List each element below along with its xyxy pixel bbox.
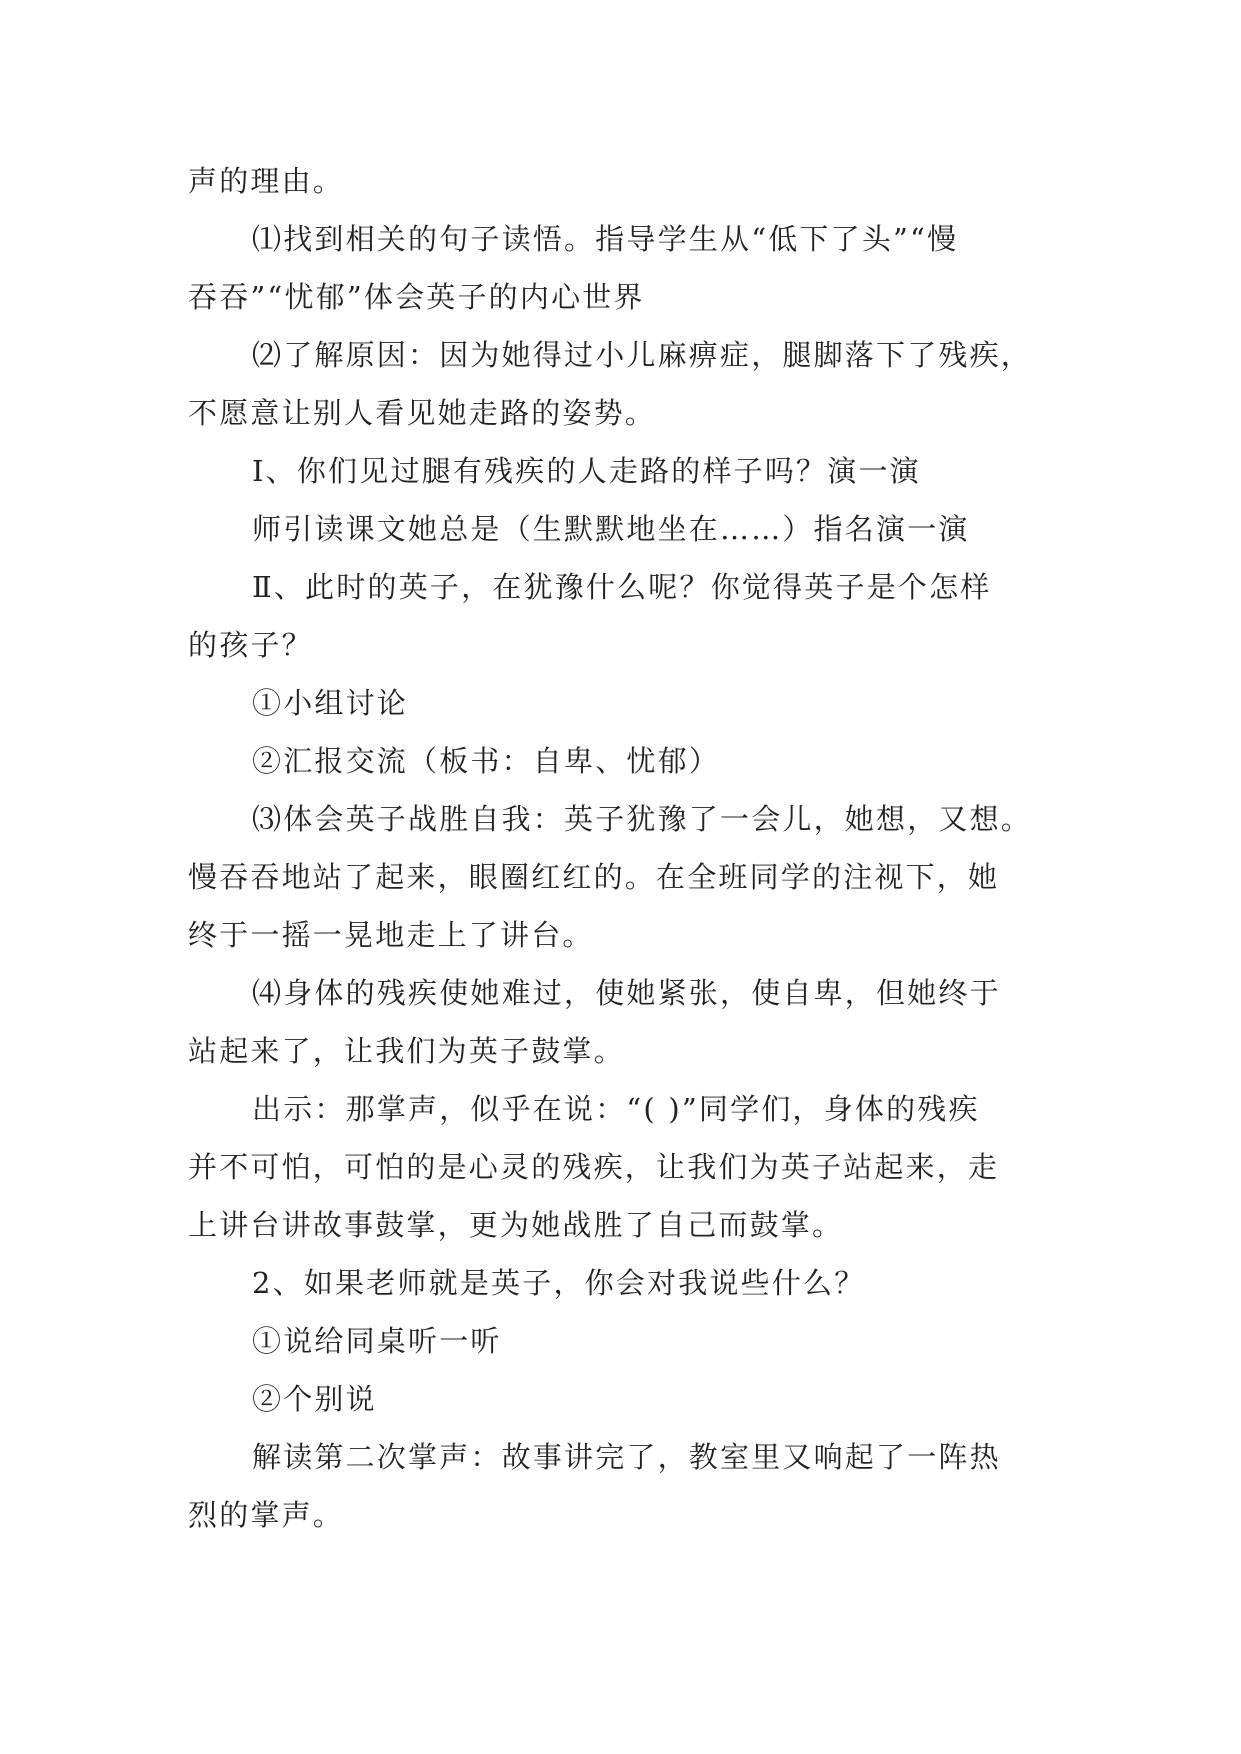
paragraph-line: ⑵了解原因：因为她得过小儿麻痹症，腿脚落下了残疾， (252, 338, 1033, 372)
paragraph-line: 上讲台讲故事鼓掌，更为她战胜了自己而鼓掌。 (188, 1208, 844, 1242)
paragraph-line: ②汇报交流（板书：自卑、忧郁） (252, 744, 721, 778)
paragraph-line: 吞吞”“忧郁”体会英子的内心世界 (188, 280, 645, 314)
paragraph-line: 解读第二次掌声：故事讲完了，教室里又响起了一阵热 (252, 1440, 1001, 1474)
paragraph-line: 烈的掌声。 (188, 1498, 345, 1532)
paragraph-line: 声的理由。 (188, 164, 345, 198)
paragraph-line: 并不可怕，可怕的是心灵的残疾，让我们为英子站起来，走 (188, 1150, 1000, 1184)
paragraph-line: 不愿意让别人看见她走路的姿势。 (188, 396, 657, 430)
paragraph-line: 站起来了，让我们为英子鼓掌。 (188, 1034, 625, 1068)
paragraph-line: ①说给同桌听一听 (252, 1324, 502, 1358)
document-body (188, 152, 1054, 1544)
paragraph-line: Ⅰ、你们见过腿有残疾的人走路的样子吗？演一演 (252, 454, 921, 488)
paragraph-line: ②个别说 (252, 1382, 377, 1416)
paragraph-line: 师引读课文她总是（生默默地坐在……）指名演一演 (252, 512, 970, 546)
paragraph-line: Ⅱ、此时的英子，在犹豫什么呢？你觉得英子是个怎样 (252, 570, 992, 604)
paragraph-line: ⑷身体的残疾使她难过，使她紧张，使自卑，但她终于 (252, 976, 1001, 1010)
paragraph-line: 终于一摇一晃地走上了讲台。 (188, 918, 594, 952)
paragraph-line: 慢吞吞地站了起来，眼圈红红的。在全班同学的注视下，她 (188, 860, 1000, 894)
paragraph-line: 的孩子？ (188, 628, 313, 662)
paragraph-line: ⑶体会英子战胜自我：英子犹豫了一会儿，她想，又想。 (252, 802, 1033, 836)
paragraph-line: 2、如果老师就是英子，你会对我说些什么？ (252, 1266, 866, 1300)
paragraph-line: ①小组讨论 (252, 686, 409, 720)
paragraph-line: 出示：那掌声，似乎在说：“( )”同学们，身体的残疾 (252, 1092, 980, 1126)
paragraph-line: ⑴找到相关的句子读悟。指导学生从“低下了头”“慢 (252, 222, 959, 256)
